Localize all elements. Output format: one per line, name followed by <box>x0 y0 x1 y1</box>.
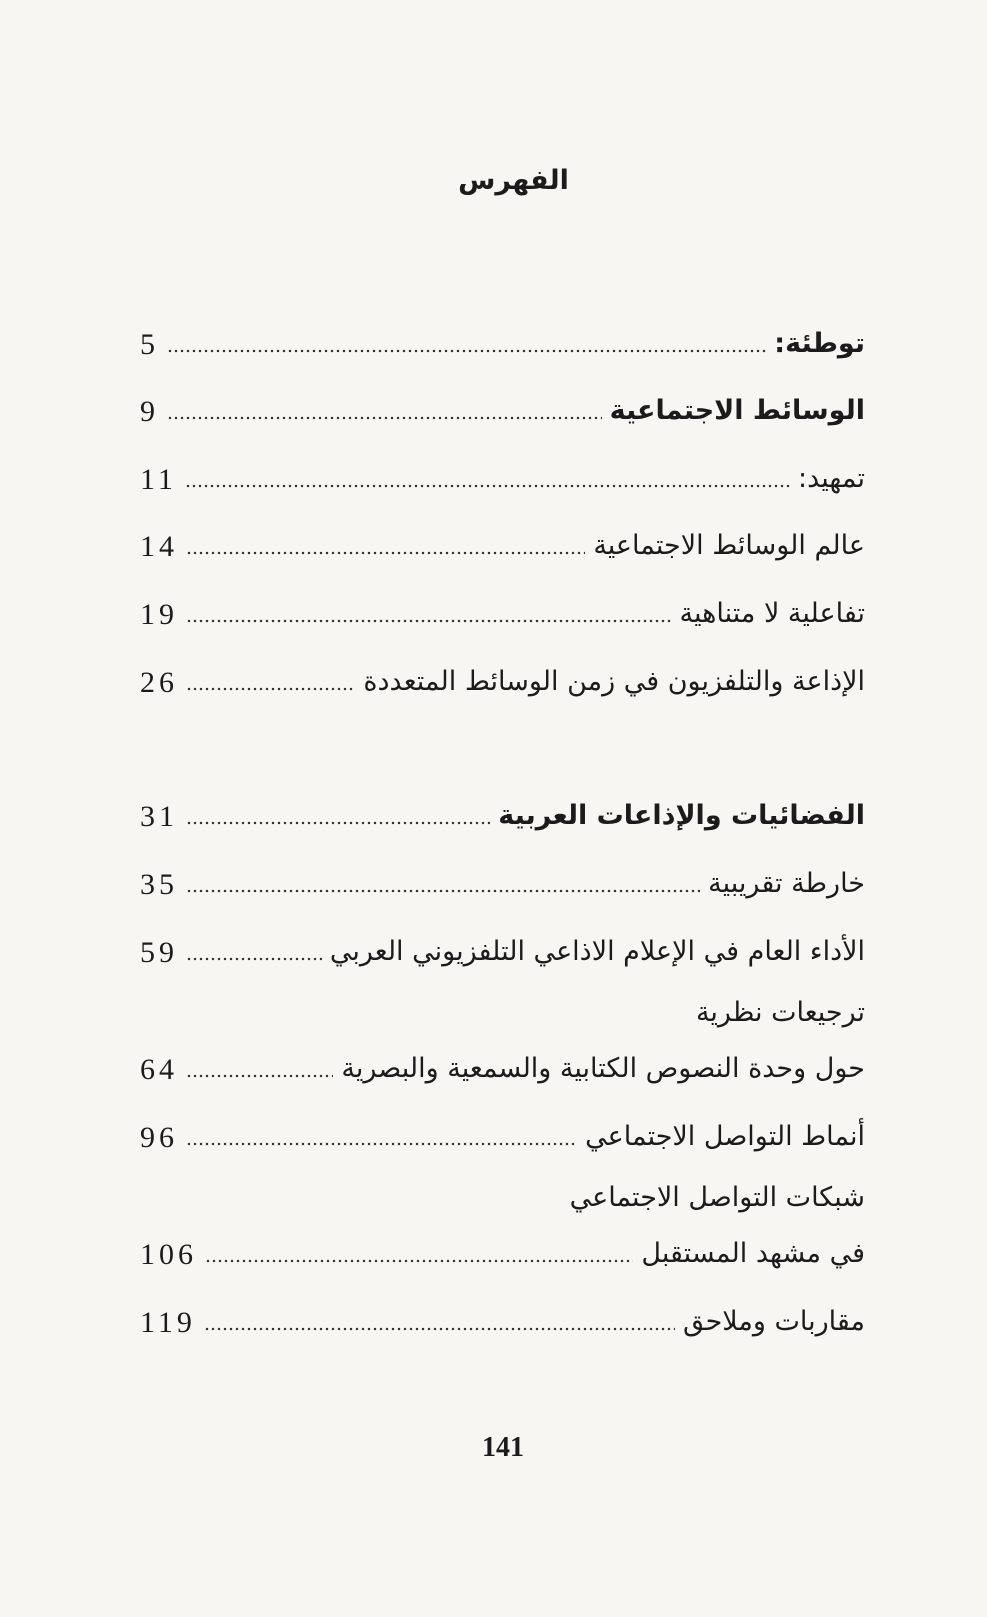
dot-leader <box>185 483 790 489</box>
toc-page-number: 64 <box>140 1053 178 1086</box>
toc-entry-radio-tv-multimedia <box>140 656 865 700</box>
toc-page-number: 19 <box>140 598 178 631</box>
toc-entry-title: خارطة تقريبية <box>708 868 865 899</box>
toc-entry-title: في مشهد المستقبل <box>641 1238 865 1269</box>
toc-entry-first-line: شبكات التواصل الاجتماعي <box>569 1182 865 1213</box>
dot-leader <box>186 618 672 624</box>
toc-page-number: 11 <box>140 463 177 496</box>
toc-page-number: 9 <box>140 395 159 428</box>
dot-leader <box>186 820 490 826</box>
toc-page-number: 59 <box>140 936 178 969</box>
toc-entry-title: الإذاعة والتلفزيون في زمن الوسائط المتعددة <box>363 666 865 697</box>
toc-entry-title: تمهيد: <box>798 463 865 494</box>
toc-page-number: 35 <box>140 868 178 901</box>
toc-entry-approximate-map <box>140 858 865 902</box>
toc-entry-introduction <box>140 318 865 362</box>
toc-page-number: 106 <box>140 1238 197 1271</box>
toc-entry-arab-satellite-radio <box>140 790 865 834</box>
toc-entry-communication-patterns <box>140 1111 865 1155</box>
toc-entry-title: توطئة: <box>774 328 865 359</box>
dot-leader <box>167 415 602 421</box>
toc-page-number: 31 <box>140 800 178 833</box>
toc-page-number: 96 <box>140 1121 178 1154</box>
toc-page-number: 14 <box>140 530 178 563</box>
toc-entry-general-performance <box>140 926 865 970</box>
dot-leader <box>167 348 766 354</box>
toc-entry-title: الوسائط الاجتماعية <box>609 395 865 426</box>
toc-page-number: 5 <box>140 328 159 361</box>
toc-entry-title: عالم الوسائط الاجتماعية <box>593 530 865 561</box>
toc-entry-title: مقاربات وملاحق <box>683 1306 865 1337</box>
toc-entry-social-media <box>140 385 865 429</box>
dot-leader <box>186 888 700 894</box>
toc-entry-social-networks-future <box>140 1228 865 1272</box>
dot-leader <box>186 1141 577 1147</box>
page-title: الفهرس <box>458 165 569 196</box>
toc-entry-title: حول وحدة النصوص الكتابية والسمعية والبصرية <box>341 1053 865 1084</box>
dot-leader <box>204 1326 675 1332</box>
toc-entry-world-of-social-media <box>140 520 865 564</box>
toc-entry-preface <box>140 453 865 497</box>
page-number: 141 <box>482 1432 524 1463</box>
toc-entry-title: أنماط التواصل الاجتماعي <box>585 1121 865 1152</box>
toc-entry-first-line: ترجيعات نظرية <box>695 997 865 1028</box>
dot-leader <box>186 1073 333 1079</box>
toc-entry-title: تفاعلية لا متناهية <box>679 598 865 629</box>
dot-leader <box>186 686 355 692</box>
toc-page-number: 26 <box>140 666 178 699</box>
toc-entry-approaches-appendices <box>140 1296 865 1340</box>
toc-entry-theoretical-echoes <box>140 1043 865 1087</box>
dot-leader <box>186 956 322 962</box>
toc-entry-infinite-interactivity <box>140 588 865 632</box>
toc-entry-title: الأداء العام في الإعلام الاذاعي التلفزيوني العربي <box>329 936 865 967</box>
dot-leader <box>186 550 585 556</box>
toc-page-number: 119 <box>140 1306 196 1339</box>
toc-entry-title: الفضائيات والإذاعات العربية <box>498 800 865 831</box>
dot-leader <box>205 1258 633 1264</box>
